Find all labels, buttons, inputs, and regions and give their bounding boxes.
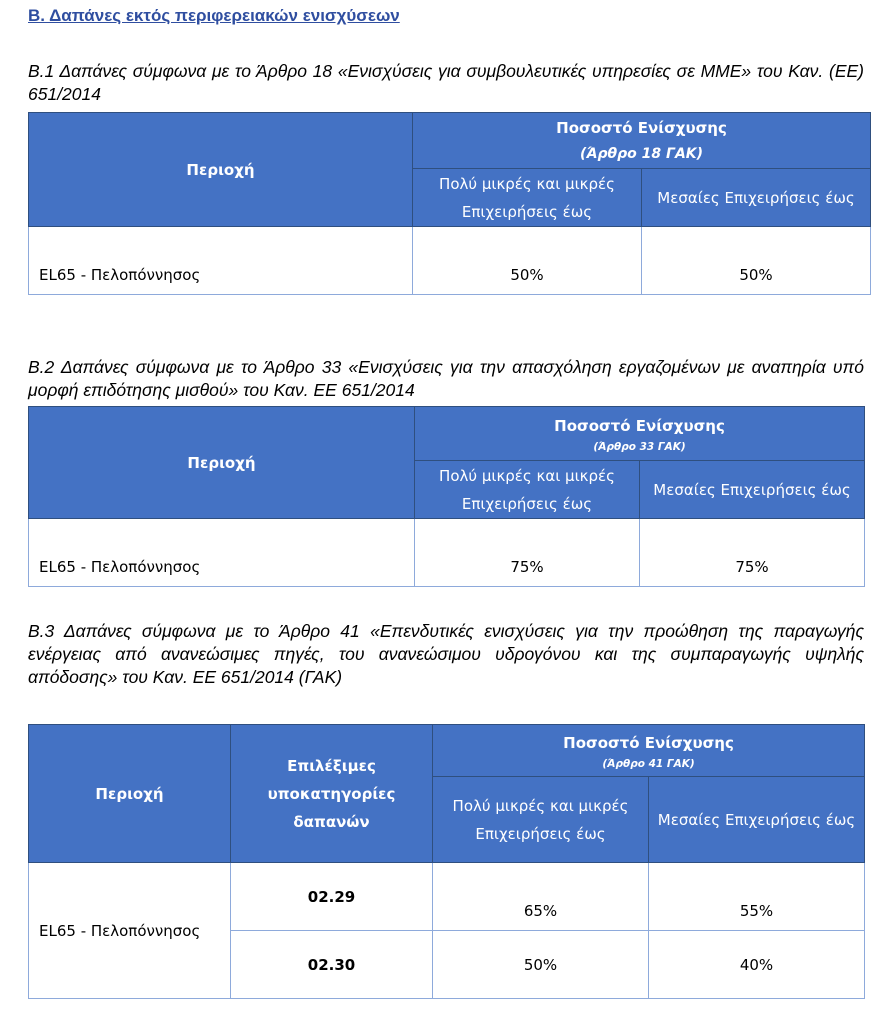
b2-row-region: EL65 - Πελοπόννησος [29, 519, 415, 587]
b2-intro: Β.2 Δαπάνες σύμφωνα με το Άρθρο 33 «Ενισχύσεις για την απασχόληση εργαζομένων με αναπηρία υπό μορφή επιδότησης μισθού» του Καν. ΕΕ 651/2014 [28, 357, 864, 400]
b1-row-region: EL65 - Πελοπόννησος [29, 227, 413, 295]
b2-header-region: Περιοχή [29, 407, 415, 519]
section-heading: Β. Δαπάνες εκτός περιφερειακών ενισχύσεων [28, 6, 400, 25]
b1-header-medium: Μεσαίες Επιχειρήσεις έως [642, 169, 871, 227]
b1-row-medium: 50% [642, 227, 871, 295]
b2-header-small: Πολύ μικρές και μικρές Επιχειρήσεις έως [415, 461, 640, 519]
b2-header-rate [415, 407, 865, 461]
b1-header-rate [413, 113, 871, 169]
b3-header-rate-sub: (Άρθρο 41 ΓΑΚ) [602, 757, 695, 770]
b1-row-small: 50% [413, 227, 642, 295]
b1-intro: Β.1 Δαπάνες σύμφωνα με το Άρθρο 18 «Ενισχύσεις για συμβουλευτικές υπηρεσίες σε ΜΜΕ» του Καν. (ΕΕ) 651/2014 [28, 61, 864, 104]
b1-table [28, 112, 871, 295]
b3-header-rate [433, 725, 865, 777]
b2-header-medium: Μεσαίες Επιχειρήσεις έως [640, 461, 865, 519]
b3-row-1-small: 65% [433, 863, 649, 931]
b3-header-subcat: Επιλέξιμες υποκατηγορίες δαπανών [231, 725, 433, 863]
b3-row-1-code: 02.29 [231, 863, 433, 931]
b1-header-small: Πολύ μικρές και μικρές Επιχειρήσεις έως [413, 169, 642, 227]
b2-header-rate-sub: (Άρθρο 33 ΓΑΚ) [593, 440, 686, 453]
b3-header-small: Πολύ μικρές και μικρές Επιχειρήσεις έως [433, 777, 649, 863]
b3-header-medium: Μεσαίες Επιχειρήσεις έως [649, 777, 865, 863]
b3-header-rate-title: Ποσοστό Ενίσχυσης [563, 733, 734, 752]
b3-row-2-small: 50% [433, 931, 649, 999]
b1-header-region: Περιοχή [29, 113, 413, 227]
b3-row-2-code: 02.30 [231, 931, 433, 999]
b3-table [28, 724, 865, 999]
b3-row-region: EL65 - Πελοπόννησος [29, 863, 231, 999]
b3-header-region: Περιοχή [29, 725, 231, 863]
b2-row-medium: 75% [640, 519, 865, 587]
b3-intro: Β.3 Δαπάνες σύμφωνα με το Άρθρο 41 «Επενδυτικές ενισχύσεις για την προώθηση της παραγωγής ενέργειας από ανανεώσιμες πηγές, του ανανεώσιμου υδρογόνου και της συμπαραγωγής υψηλής απόδοσης» του Καν. ΕΕ 651/2014 (ΓΑΚ) [28, 621, 864, 687]
b1-header-rate-sub: (Άρθρο 18 ΓΑΚ) [579, 145, 704, 162]
b3-row-2-medium: 40% [649, 931, 865, 999]
b1-header-rate-title: Ποσοστό Ενίσχυσης [556, 118, 727, 137]
b3-row-1-medium: 55% [649, 863, 865, 931]
b2-row-small: 75% [415, 519, 640, 587]
b2-header-rate-title: Ποσοστό Ενίσχυσης [554, 416, 725, 435]
b2-table [28, 406, 865, 587]
